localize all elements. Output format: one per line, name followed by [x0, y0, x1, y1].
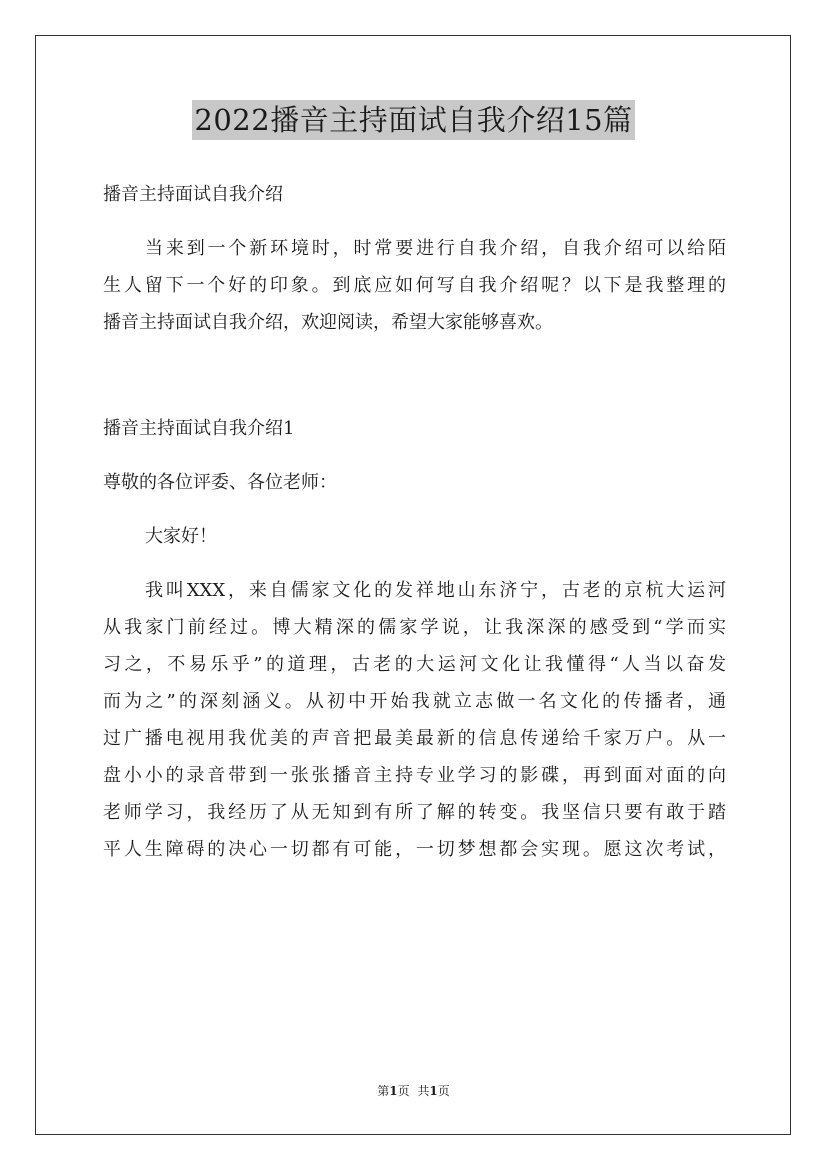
total-prefix: 共: [417, 1084, 430, 1098]
page-prefix: 第: [377, 1084, 390, 1098]
paragraph-line: 生人留下一个好的印象。到底应如何写自我介绍呢？以下是我整理的: [103, 275, 726, 296]
body-paragraph: [103, 572, 726, 868]
title-container: [0, 100, 827, 140]
paragraph-line: 过广播电视用我优美的声音把最美最新的信息传递给千家万户。从一: [103, 728, 726, 749]
section-heading: 播音主持面试自我介绍: [103, 184, 283, 205]
total-unit: 页: [437, 1084, 450, 1098]
paragraph-line: 而为之”的深刻涵义。从初中开始我就立志做一名文化的传播者，通: [103, 691, 726, 712]
paragraph-line: 当来到一个新环境时，时常要进行自我介绍，自我介绍可以给陌: [145, 238, 726, 259]
paragraph-line: 习之，不易乐乎”的道理，古老的大运河文化让我懂得“人当以奋发: [103, 654, 726, 675]
document-title: 2022播音主持面试自我介绍15篇: [192, 100, 634, 140]
document-body: [103, 176, 726, 868]
paragraph-line: 播音主持面试自我介绍，欢迎阅读，希望大家能够喜欢。: [103, 312, 553, 333]
paragraph-line: 我叫XXX，来自儒家文化的发祥地山东济宁，古老的京杭大运河: [145, 580, 726, 601]
paragraph-line: 从我家门前经过。博大精深的儒家学说，让我深深的感受到“学而实: [103, 617, 726, 638]
paragraph-line: 盘小小的录音带到一张张播音主持专业学习的影碟，再到面对面的向: [103, 765, 726, 786]
greeting: 大家好！: [145, 526, 217, 547]
page-number: 1: [389, 1084, 398, 1098]
page-footer: [0, 1082, 827, 1100]
page-unit: 页: [397, 1084, 410, 1098]
intro-paragraph: [103, 230, 726, 341]
paragraph-line: 老师学习，我经历了从无知到有所了解的转变。我坚信只要有敢于踏: [103, 802, 726, 823]
item-heading: 播音主持面试自我介绍1: [103, 418, 295, 439]
total-pages: 1: [429, 1084, 438, 1098]
salutation: 尊敬的各位评委、各位老师：: [103, 472, 337, 493]
paragraph-line: 平人生障碍的决心一切都有可能，一切梦想都会实现。愿这次考试，: [103, 839, 726, 860]
